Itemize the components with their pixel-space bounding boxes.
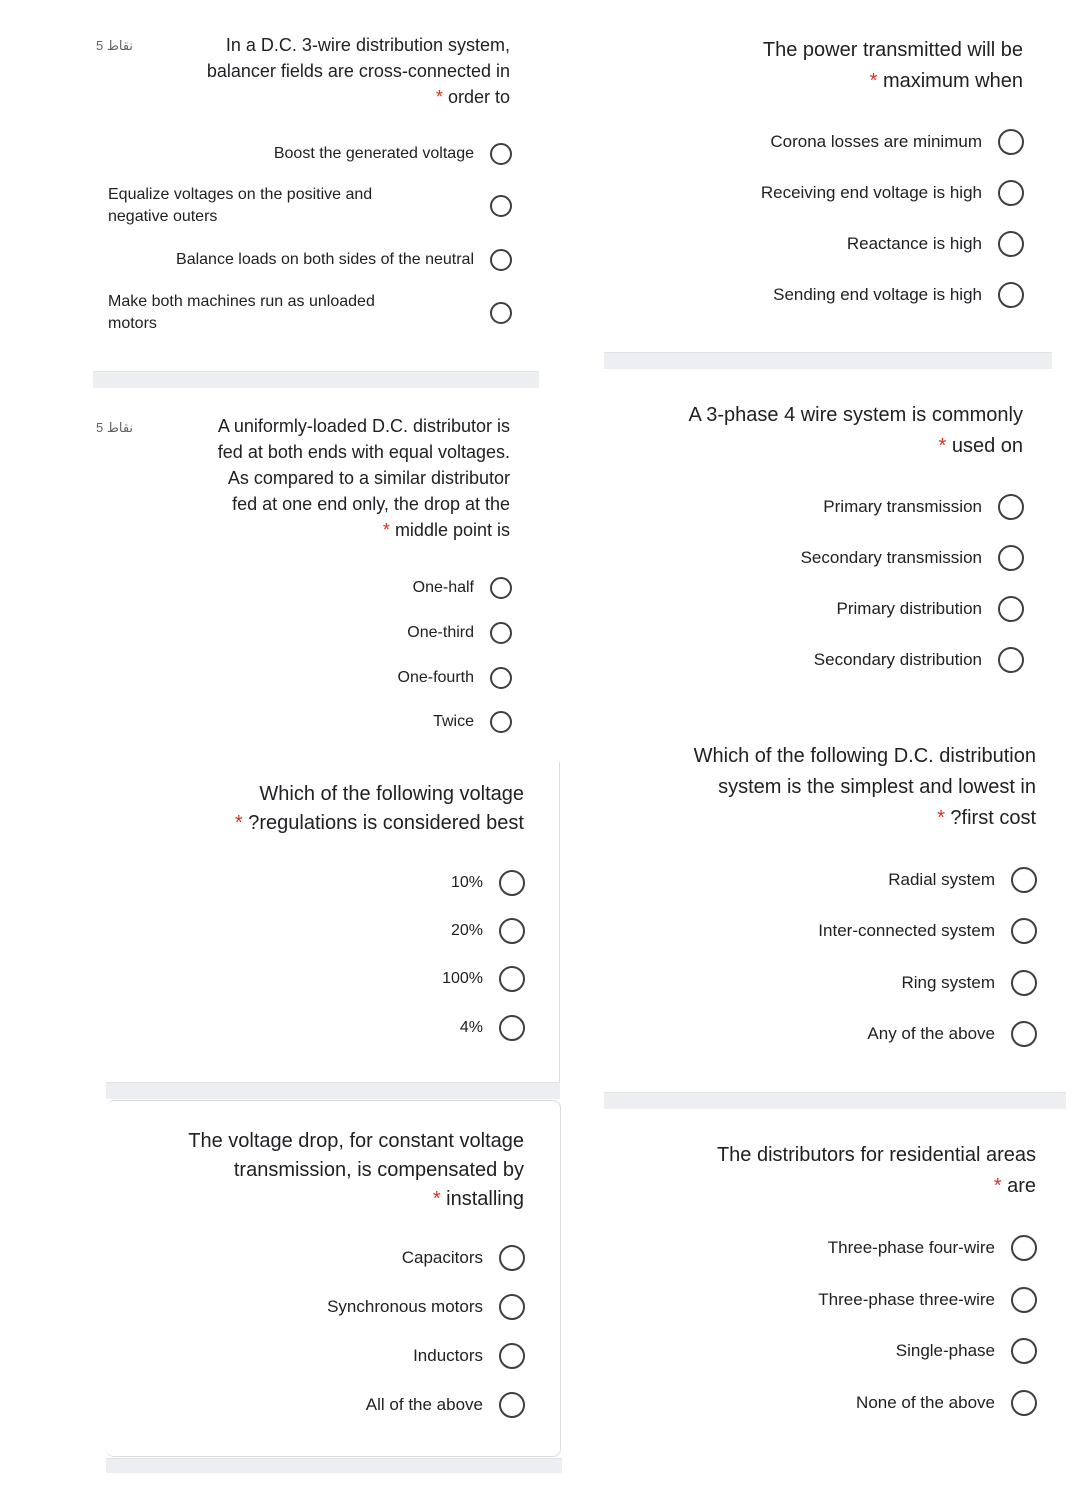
radio-button[interactable] — [490, 667, 512, 689]
question-text: The distributors for residential areas * are — [716, 1144, 1036, 1197]
required-asterisk: * — [869, 70, 878, 92]
radio-option[interactable]: Corona losses are minimum — [640, 129, 1024, 155]
question-text: The power transmitted will be * maximum when — [762, 39, 1023, 92]
radio-option[interactable]: Inductors — [250, 1343, 525, 1369]
radio-button[interactable] — [499, 1245, 525, 1271]
radio-button[interactable] — [499, 1343, 525, 1369]
radio-option[interactable]: Three-phase three-wire — [640, 1287, 1037, 1313]
radio-option[interactable]: Any of the above — [640, 1021, 1037, 1047]
radio-option[interactable]: 20% — [300, 918, 525, 944]
radio-button[interactable] — [1011, 918, 1037, 944]
radio-option[interactable]: Single-phase — [640, 1338, 1037, 1364]
radio-button[interactable] — [490, 249, 512, 271]
radio-option[interactable]: 100% — [300, 966, 525, 992]
radio-button[interactable] — [499, 1015, 525, 1041]
radio-option[interactable]: Capacitors — [250, 1245, 525, 1271]
required-asterisk: * — [993, 1175, 1002, 1197]
points-label: 5 نقاط — [96, 420, 134, 435]
section-divider — [604, 352, 1052, 369]
radio-button[interactable] — [499, 870, 525, 896]
question-text: Which of the following D.C. distribution system is the simplest and lowest in * ?first cost — [693, 745, 1036, 829]
radio-option[interactable]: One-third — [250, 620, 512, 646]
radio-button[interactable] — [998, 180, 1024, 206]
radio-button[interactable] — [1011, 1287, 1037, 1313]
radio-option[interactable]: All of the above — [250, 1392, 525, 1418]
radio-option[interactable]: Boost the generated voltage — [110, 141, 512, 167]
radio-button[interactable] — [998, 647, 1024, 673]
radio-option[interactable]: Equalize voltages on the positive and negative outers — [108, 182, 512, 230]
radio-option[interactable]: Receiving end voltage is high — [640, 180, 1024, 206]
radio-button[interactable] — [998, 231, 1024, 257]
section-divider — [106, 1458, 562, 1473]
radio-option[interactable]: 10% — [300, 870, 525, 896]
radio-button[interactable] — [499, 1294, 525, 1320]
radio-button[interactable] — [499, 966, 525, 992]
radio-option[interactable]: Inter-connected system — [640, 918, 1037, 944]
radio-button[interactable] — [998, 545, 1024, 571]
radio-button[interactable] — [490, 195, 512, 217]
radio-option[interactable]: Sending end voltage is high — [640, 282, 1024, 308]
required-asterisk: * — [938, 435, 947, 457]
radio-option[interactable]: Make both machines run as unloaded motors — [108, 289, 512, 337]
points-label: 5 نقاط — [96, 38, 134, 53]
section-divider — [604, 1092, 1066, 1109]
required-asterisk: * — [432, 1188, 441, 1210]
radio-option[interactable]: Ring system — [640, 970, 1037, 996]
radio-button[interactable] — [1011, 970, 1037, 996]
radio-option[interactable]: One-half — [250, 575, 512, 601]
question-text: In a D.C. 3-wire distribution system, balancer fields are cross-connected in * order to — [206, 35, 510, 108]
radio-button[interactable] — [998, 494, 1024, 520]
radio-option[interactable]: Primary distribution — [640, 596, 1024, 622]
radio-option[interactable]: Reactance is high — [640, 231, 1024, 257]
required-asterisk: * — [937, 807, 945, 829]
radio-option[interactable]: Synchronous motors — [250, 1294, 525, 1320]
radio-option[interactable]: Twice — [250, 709, 512, 735]
radio-button[interactable] — [490, 711, 512, 733]
radio-button[interactable] — [499, 1392, 525, 1418]
radio-option[interactable]: One-fourth — [250, 665, 512, 691]
section-divider — [106, 1082, 560, 1099]
radio-button[interactable] — [998, 596, 1024, 622]
radio-button[interactable] — [499, 918, 525, 944]
question-text: A 3-phase 4 wire system is commonly * used on — [688, 404, 1023, 457]
radio-button[interactable] — [1011, 1235, 1037, 1261]
radio-button[interactable] — [490, 622, 512, 644]
required-asterisk: * — [382, 520, 390, 541]
radio-button[interactable] — [998, 129, 1024, 155]
radio-option[interactable]: 4% — [300, 1015, 525, 1041]
required-asterisk: * — [234, 812, 243, 834]
radio-button[interactable] — [1011, 1021, 1037, 1047]
radio-button[interactable] — [1011, 1338, 1037, 1364]
question-text: The voltage drop, for constant voltage transmission, is compensated by * installing — [188, 1130, 524, 1210]
radio-button[interactable] — [1011, 867, 1037, 893]
required-asterisk: * — [435, 87, 443, 108]
section-divider — [93, 371, 539, 388]
radio-button[interactable] — [998, 282, 1024, 308]
radio-option[interactable]: None of the above — [640, 1390, 1037, 1416]
radio-button[interactable] — [490, 577, 512, 599]
radio-button[interactable] — [490, 143, 512, 165]
radio-option[interactable]: Balance loads on both sides of the neutral — [110, 247, 512, 273]
question-text: A uniformly-loaded D.C. distributor is fed at both ends with equal voltages. As compared to a similar distributor fed at one end only, the drop at the * middle point is — [217, 416, 510, 541]
radio-option[interactable]: Secondary transmission — [640, 545, 1024, 571]
radio-button[interactable] — [1011, 1390, 1037, 1416]
question-text: Which of the following voltage * ?regulations is considered best — [234, 783, 524, 834]
radio-option[interactable]: Secondary distribution — [640, 647, 1024, 673]
radio-option[interactable]: Primary transmission — [640, 494, 1024, 520]
radio-button[interactable] — [490, 302, 512, 324]
radio-option[interactable]: Three-phase four-wire — [640, 1235, 1037, 1261]
radio-option[interactable]: Radial system — [640, 867, 1037, 893]
